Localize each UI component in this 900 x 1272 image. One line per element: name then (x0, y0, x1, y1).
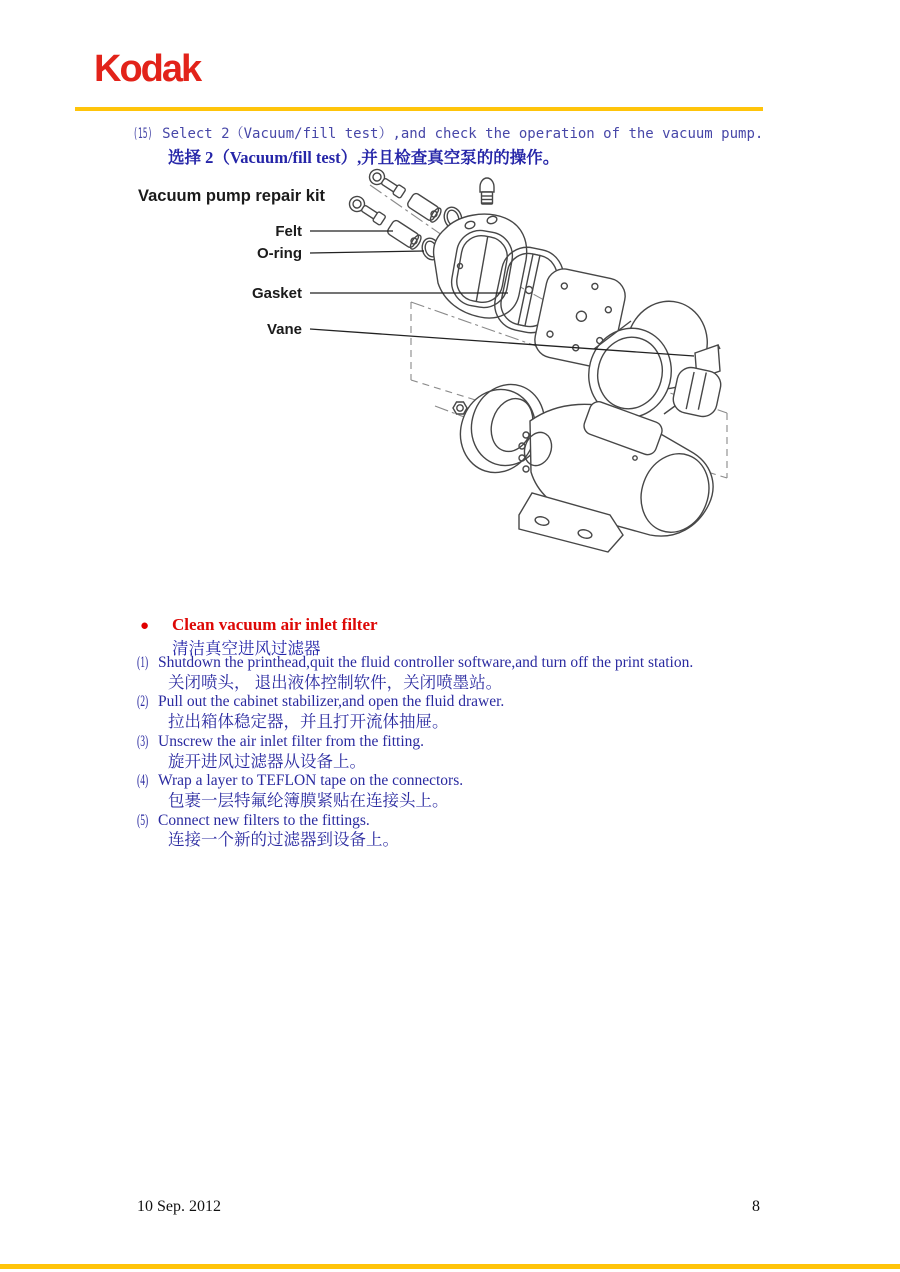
step-marker: (5) (137, 811, 149, 829)
step-text-en: Pull out the cabinet stabilizer,and open the fluid drawer. (158, 693, 505, 711)
step-marker: (1) (137, 654, 149, 671)
step-15-marker: (15) (133, 126, 153, 142)
step-text-zh: 关闭喷头， 退出液体控制软件，关闭喷墨站。 (168, 672, 503, 692)
step-item (137, 732, 777, 771)
footer-rule (0, 1264, 900, 1269)
label-felt: Felt (275, 223, 302, 240)
leader-o-ring (310, 251, 424, 253)
header-rule (75, 107, 763, 111)
footer-date: 10 Sep. 2012 (137, 1198, 221, 1215)
label-gasket: Gasket (251, 285, 302, 302)
step-marker: (4) (137, 772, 149, 790)
step-15-line (133, 123, 813, 143)
steps-list (137, 653, 777, 850)
section-title-zh: 清洁真空进风过滤器 (172, 639, 321, 658)
step-item (137, 692, 777, 731)
plug-fitting (480, 178, 494, 204)
footer-page-number: 8 (752, 1198, 760, 1215)
step-marker: (2) (137, 693, 149, 711)
step-text-en: Wrap a layer to TEFLON tape on the connectors. (158, 772, 464, 790)
step-marker: (3) (137, 732, 149, 750)
step-text-zh: 拉出箱体稳定器，并且打开流体抽屉。 (168, 712, 449, 732)
label-o-ring: O-ring (257, 245, 302, 262)
step-text-en: Unscrew the air inlet filter from the fitting. (158, 732, 424, 750)
shaft-nut (453, 402, 467, 414)
step-text-zh: 连接一个新的过滤器到设备上。 (168, 830, 399, 850)
label-vane: Vane (266, 321, 302, 338)
step-text-en: Shutdown the printhead,quit the fluid controller software,and turn off the print station. (158, 654, 694, 671)
step-item (137, 771, 777, 810)
step-text-en: Connect new filters to the fittings. (158, 811, 370, 829)
step-item (137, 811, 777, 850)
step-15-text-en: Select 2（Vacuum/fill test）,and check the operation of the vacuum pump. (162, 126, 764, 142)
vacuum-pump-diagram (130, 163, 770, 593)
diagram-title: Vacuum pump repair kit (138, 187, 326, 205)
step-text-zh: 旋开进风过滤器从设备上。 (168, 751, 366, 771)
pump-housing (434, 214, 527, 318)
section-title-en: Clean vacuum air inlet filter (172, 615, 378, 634)
section-bullet-icon: ● (140, 618, 150, 634)
step-15-text-zh: 选择 2（Vacuum/fill test）,并且检查真空泵的的操作。 (168, 148, 560, 167)
kodak-logo: Kodak (94, 48, 201, 90)
motor-assembly (519, 399, 720, 552)
step-item (137, 653, 777, 692)
step-text-zh: 包裹一层特氟纶簿膜紧贴在连接头上。 (168, 790, 449, 810)
